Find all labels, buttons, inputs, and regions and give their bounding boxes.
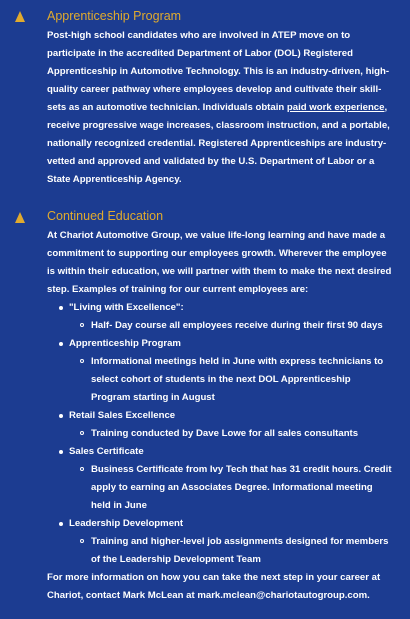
- list-item: [47, 515, 392, 569]
- training-label: Apprenticeship Program: [69, 338, 181, 349]
- list-item: Informational meetings held in June with express technicians to select cohort of students in the next DOL Apprenticeship Program starting in August: [69, 353, 392, 407]
- education-body: [47, 227, 392, 605]
- contact-footer: For more information on how you can take the next step in your career at Chariot, contact Mark McLean at mark.mclean@chariotautogroup.com.: [47, 572, 381, 601]
- apprenticeship-text-start: Post-high school candidates who are involved in ATEP move on to participate in the accredited Department of Labor (DOL) Registered Apprenticeship in Automotive Technology. This is an industry-driven, high-quality career pathway where employees develop and cultivate their skill-sets as an automotive technician. Individuals obtain: [47, 30, 390, 113]
- list-item: Business Certificate from Ivy Tech that has 31 credit hours. Credit apply to earning an Associates Degree. Informational meeting held in June: [69, 461, 392, 515]
- apprenticeship-heading: Apprenticeship Program: [47, 9, 182, 23]
- apprenticeship-body: [47, 27, 392, 189]
- list-item: Training conducted by Dave Lowe for all sales consultants: [69, 425, 392, 443]
- list-item: [47, 443, 392, 515]
- paid-work-experience-link[interactable]: paid work experience: [286, 102, 385, 113]
- training-list: [47, 299, 392, 569]
- triangle-bullet-icon: [15, 11, 25, 22]
- triangle-bullet-icon: [15, 212, 25, 223]
- list-item: Training and higher-level job assignments designed for members of the Leadership Development Team: [69, 533, 392, 569]
- education-heading: Continued Education: [47, 209, 164, 223]
- list-item: [47, 299, 392, 335]
- apprenticeship-text-end: , receive progressive wage increases, classroom instruction, and a portable, nationally recognized credential. Registered Apprenticeships are industry-vetted and approved and validated by the U.S. Department of Labor or a State Apprenticeship Agency.: [47, 102, 390, 185]
- list-item: [47, 407, 392, 443]
- education-intro: At Chariot Automotive Group, we value life-long learning and have made a commitment to supporting our employees growth. Wherever the employee is within their education, we will partner with them to make the next desired step. Examples of training for our current employees are:: [47, 230, 392, 295]
- list-item: [47, 335, 392, 407]
- training-label: Retail Sales Excellence: [69, 410, 176, 421]
- training-label: "Living with Excellence":: [69, 302, 184, 313]
- training-label: Leadership Development: [69, 518, 184, 529]
- list-item: Half- Day course all employees receive during their first 90 days: [69, 317, 392, 335]
- training-label: Sales Certificate: [69, 446, 144, 457]
